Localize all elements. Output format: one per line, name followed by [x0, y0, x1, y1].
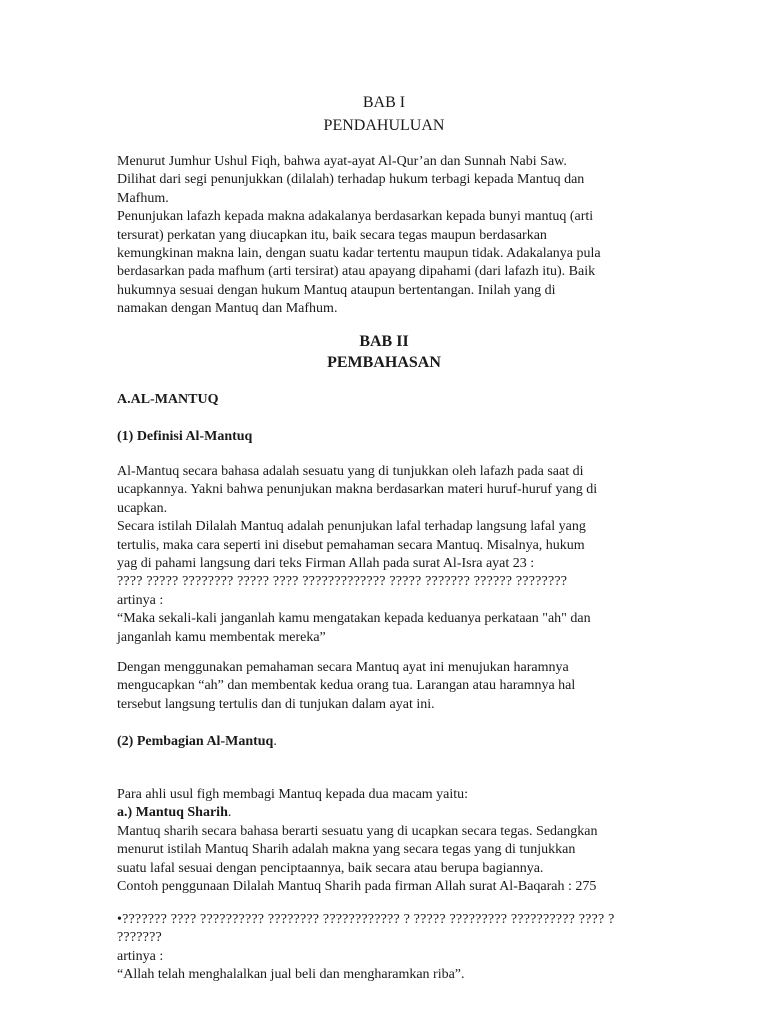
- item-a-suffix: .: [227, 805, 232, 821]
- text-line: namakan dengan Mantuq dan Mafhum.: [117, 301, 338, 317]
- text-line: artinya :: [117, 592, 164, 608]
- text-line: Mantuq sharih secara bahasa berarti sesuatu yang di ucapkan secara tegas. Sedangkan: [117, 823, 598, 839]
- text-line: berdasarkan pada mafhum (arti tersirat) atau apayang dipahami (dari lafazh itu). Baik: [117, 264, 596, 280]
- text-line: ucapkan.: [117, 500, 168, 516]
- sub2-verse-block: [117, 911, 677, 985]
- text-line: menurut istilah Mantuq Sharih adalah makna yang secara tegas yang di tunjukkan: [117, 842, 576, 858]
- arabic-verse-line: ???????: [117, 930, 162, 946]
- text-line: Dengan menggunakan pemahaman secara Mantuq ayat ini menujukan haramnya: [117, 660, 569, 675]
- text-line: tertulis, maka cara seperti ini disebut pemahaman secara Mantuq. Misalnya, hukum: [117, 537, 585, 553]
- item-a-line: [117, 804, 677, 822]
- sub2-heading: (2) Pembagian Al-Mantuq: [117, 734, 274, 749]
- text-line: Secara istilah Dilalah Mantuq adalah penunjukan lafal terhadap langsung lafal yang: [117, 519, 586, 535]
- text-line: Menurut Jumhur Ushul Fiqh, bahwa ayat-ayat Al-Qur’an dan Sunnah Nabi Saw.: [117, 154, 567, 169]
- sub2-heading-line: [117, 733, 677, 751]
- text-line: “Allah telah menghalalkan jual beli dan mengharamkan riba”.: [117, 967, 465, 983]
- text-line: hukumnya sesuai dengan hukum Mantuq ataupun bertentangan. Inilah yang di: [117, 282, 556, 298]
- section-a-heading: A.AL-MANTUQ: [117, 392, 219, 407]
- text-line: yag di pahami langsung dari teks Firman Allah pada surat Al-Isra ayat 23 :: [117, 556, 535, 572]
- sub2-paragraph: [117, 786, 677, 896]
- sub1-paragraph: [117, 463, 677, 647]
- text-line: kemungkinan makna lain, dengan suatu kadar tertentu maupun tidak. Adakalanya pula: [117, 246, 601, 262]
- text-line: mengucapkan “ah” dan membentak kedua orang tua. Larangan atau haramnya hal: [117, 678, 576, 694]
- text-line: tersurat) perkatan yang diucapkan itu, baik secara tegas maupun berdasarkan: [117, 227, 547, 243]
- text-line: suatu lafal sesuai dengan penciptaannya, baik secara atau berupa bagiannya.: [117, 860, 544, 876]
- bab1-subtitle: PENDAHULUAN: [323, 117, 445, 134]
- bab2-title: BAB II: [359, 333, 409, 350]
- text-line: Al-Mantuq secara bahasa adalah sesuatu yang di tunjukkan oleh lafazh pada saat di: [117, 464, 584, 479]
- text-line: tersebut langsung tertulis dan di tunjukan dalam ayat ini.: [117, 696, 435, 712]
- text-line: Dilihat dari segi penunjukkan (dilalah) terhadap hukum terbagi kepada Mantuq dan: [117, 172, 585, 188]
- sub1-paragraph-2: [117, 659, 677, 714]
- text-line: janganlah kamu membentak mereka”: [117, 629, 326, 645]
- text-line: Para ahli usul figh membagi Mantuq kepada dua macam yaitu:: [117, 787, 469, 802]
- bab2-subtitle: PEMBAHASAN: [327, 354, 441, 371]
- text-line: Penunjukan lafazh kepada makna adakalanya berdasarkan kepada bunyi mantuq (arti: [117, 209, 594, 225]
- arabic-verse-line: •??????? ???? ?????????? ???????? ???????????? ? ????? ????????? ?????????? ???? ?: [117, 912, 615, 927]
- text-line: “Maka sekali-kali janganlah kamu mengatakan kepada keduanya perkataan "ah" dan: [117, 611, 591, 627]
- text-line: ucapkannya. Yakni bahwa penunjukan makna berdasarkan materi huruf-huruf yang di: [117, 482, 598, 498]
- bab1-title: BAB I: [362, 94, 406, 111]
- item-a-label: a.) Mantuq Sharih: [117, 805, 228, 821]
- text-line: Contoh penggunaan Dilalah Mantuq Sharih pada firman Allah surat Al-Baqarah : 275: [117, 879, 597, 895]
- bab1-paragraph: [117, 153, 677, 319]
- sub1-heading: (1) Definisi Al-Mantuq: [117, 429, 253, 444]
- sub2-heading-suffix: .: [273, 734, 277, 749]
- text-line: Mafhum.: [117, 190, 169, 206]
- text-line: artinya :: [117, 948, 164, 964]
- arabic-verse-line: ???? ????? ???????? ????? ???? ????????????? ????? ??????? ?????? ????????: [117, 574, 568, 590]
